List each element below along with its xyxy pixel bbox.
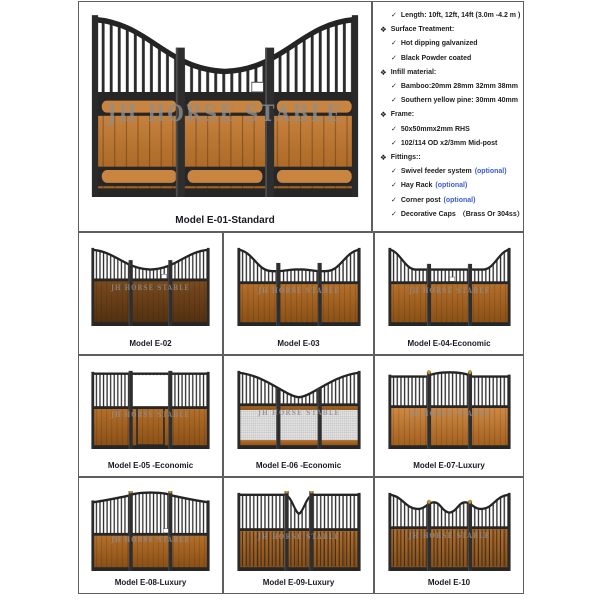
model-card-e08 bbox=[78, 477, 223, 594]
model-card-e03 bbox=[223, 232, 374, 355]
diamond-bullet-icon: ❖ bbox=[380, 25, 387, 35]
brass-cap-icon bbox=[129, 491, 132, 493]
check-icon: ✓ bbox=[391, 125, 397, 133]
spec-item-text: Black Powder coated bbox=[400, 54, 472, 62]
model-image bbox=[79, 369, 222, 449]
spec-item bbox=[377, 108, 520, 122]
spec-item bbox=[377, 94, 520, 108]
specs-panel bbox=[372, 1, 524, 232]
spec-item bbox=[377, 179, 520, 193]
model-label: Model E-04-Economic bbox=[407, 339, 491, 348]
model-image bbox=[224, 491, 373, 571]
spec-item-suffix: (optional) bbox=[474, 168, 507, 176]
brass-cap-icon bbox=[468, 500, 471, 504]
brass-cap-icon bbox=[427, 500, 430, 504]
model-image bbox=[224, 369, 373, 449]
watermark-text: JH HORSE STABLE bbox=[408, 409, 490, 419]
model-image bbox=[375, 246, 523, 326]
watermark-text: JH HORSE STABLE bbox=[111, 535, 190, 544]
brass-cap-icon bbox=[169, 491, 172, 493]
model-image bbox=[79, 491, 222, 571]
featured-model-label: Model E-01-Standard bbox=[175, 215, 275, 226]
model-label: Model E-02 bbox=[129, 339, 172, 348]
check-icon: ✓ bbox=[391, 182, 397, 190]
spec-item bbox=[377, 123, 520, 137]
stable-front-e01 bbox=[91, 13, 359, 197]
brass-cap-icon bbox=[468, 370, 471, 374]
model-image bbox=[375, 369, 523, 449]
model-label: Model E-08-Luxury bbox=[114, 578, 187, 587]
spec-item-text: 102/114 OD x2/3mm Mid-post bbox=[400, 139, 498, 147]
model-card-e06 bbox=[223, 355, 374, 477]
watermark-text: JH HORSE STABLE bbox=[408, 286, 490, 296]
spec-item-text: 50x50mmx2mm RHS bbox=[400, 125, 470, 133]
check-icon: ✓ bbox=[391, 196, 397, 204]
model-card-e02 bbox=[78, 232, 223, 355]
watermark-text: JH HORSE STABLE bbox=[111, 283, 190, 293]
model-label: Model E-09-Luxury bbox=[262, 578, 335, 587]
check-icon: ✓ bbox=[391, 12, 397, 19]
spec-item-text: Swivel feeder system bbox=[400, 168, 472, 176]
diamond-bullet-icon: ❖ bbox=[380, 110, 387, 120]
diamond-bullet-icon: ❖ bbox=[380, 153, 387, 163]
model-label: Model E-06 -Economic bbox=[255, 461, 342, 470]
model-image bbox=[79, 246, 222, 326]
spec-item bbox=[377, 37, 520, 51]
spec-item bbox=[377, 208, 524, 222]
feeder-box-icon bbox=[162, 274, 167, 278]
diamond-bullet-icon: ❖ bbox=[380, 67, 387, 77]
spec-item-text: Decorative Caps bbox=[400, 210, 456, 218]
brass-cap-icon bbox=[309, 491, 312, 493]
spec-item-text: Fittings:: bbox=[390, 154, 421, 162]
stable-front-e07 bbox=[388, 369, 511, 449]
featured-model-card bbox=[78, 1, 372, 232]
spec-item bbox=[377, 52, 520, 66]
spec-item-text: Surface Treatment: bbox=[390, 26, 455, 34]
model-label: Model E-10 bbox=[427, 578, 471, 587]
spec-item-text: Bamboo:20mm 28mm 32mm 38mm bbox=[400, 83, 518, 91]
spec-item bbox=[377, 66, 520, 80]
check-icon: ✓ bbox=[391, 139, 397, 147]
check-icon: ✓ bbox=[391, 168, 397, 176]
model-label: Model E-05 -Economic bbox=[107, 461, 194, 470]
model-label: Model E-03 bbox=[277, 339, 320, 348]
stable-front-e02 bbox=[91, 246, 210, 326]
feeder-box-icon bbox=[252, 82, 264, 92]
watermark-text: JH HORSE STABLE bbox=[107, 99, 343, 127]
watermark-text: JH HORSE STABLE bbox=[257, 408, 340, 418]
spec-item bbox=[377, 9, 520, 23]
watermark-text: JH HORSE STABLE bbox=[257, 532, 340, 542]
model-card-e10 bbox=[374, 477, 524, 594]
feeder-box-icon bbox=[449, 277, 454, 281]
model-card-e09 bbox=[223, 477, 374, 594]
spec-item bbox=[377, 23, 520, 37]
model-card-e05 bbox=[78, 355, 223, 477]
stable-front-e04 bbox=[388, 246, 511, 326]
spec-item-text: Southern yellow pine: 30mm 40mm bbox=[400, 97, 518, 105]
spec-item bbox=[377, 165, 520, 179]
model-card-e04 bbox=[374, 232, 524, 355]
watermark-text: JH HORSE STABLE bbox=[408, 531, 490, 541]
brass-cap-icon bbox=[427, 370, 430, 374]
check-icon: ✓ bbox=[391, 97, 397, 105]
model-image bbox=[224, 246, 373, 326]
spec-item-text: Frame: bbox=[390, 111, 415, 119]
spec-item-text: Hot dipping galvanized bbox=[400, 40, 478, 48]
featured-model-image bbox=[79, 13, 371, 197]
brass-cap-icon bbox=[284, 491, 287, 493]
stable-front-e06 bbox=[237, 369, 361, 449]
spec-item bbox=[377, 137, 520, 151]
stable-front-e09 bbox=[237, 491, 361, 571]
model-card-e07 bbox=[374, 355, 524, 477]
spec-item bbox=[377, 80, 520, 94]
feeder-box-icon bbox=[163, 529, 168, 533]
spec-item-suffix: （Brass Or 304ss） bbox=[458, 210, 524, 218]
model-image bbox=[375, 491, 523, 571]
watermark-text: JH HORSE STABLE bbox=[111, 410, 190, 420]
check-icon: ✓ bbox=[391, 54, 397, 62]
spec-item-text: Corner post bbox=[400, 196, 441, 204]
stable-front-e08 bbox=[91, 491, 210, 571]
spec-item bbox=[377, 194, 520, 208]
stable-front-e03 bbox=[237, 246, 361, 326]
check-icon: ✓ bbox=[391, 40, 397, 48]
spec-item-suffix: (optional) bbox=[435, 182, 468, 190]
spec-item-text: Infill material: bbox=[390, 68, 437, 76]
stable-front-e05 bbox=[91, 369, 210, 449]
watermark-text: JH HORSE STABLE bbox=[257, 286, 340, 296]
model-label: Model E-07-Luxury bbox=[413, 461, 485, 470]
spec-item bbox=[377, 151, 520, 165]
specs-list bbox=[377, 9, 524, 222]
spec-item-suffix: (optional) bbox=[443, 196, 476, 204]
check-icon: ✓ bbox=[391, 210, 397, 218]
stable-front-e10 bbox=[388, 491, 511, 571]
spec-item-text: Length: 10ft, 12ft, 14ft (3.0m -4.2 m ) bbox=[400, 12, 521, 19]
spec-item-text: Hay Rack bbox=[400, 182, 433, 190]
check-icon: ✓ bbox=[391, 83, 397, 91]
